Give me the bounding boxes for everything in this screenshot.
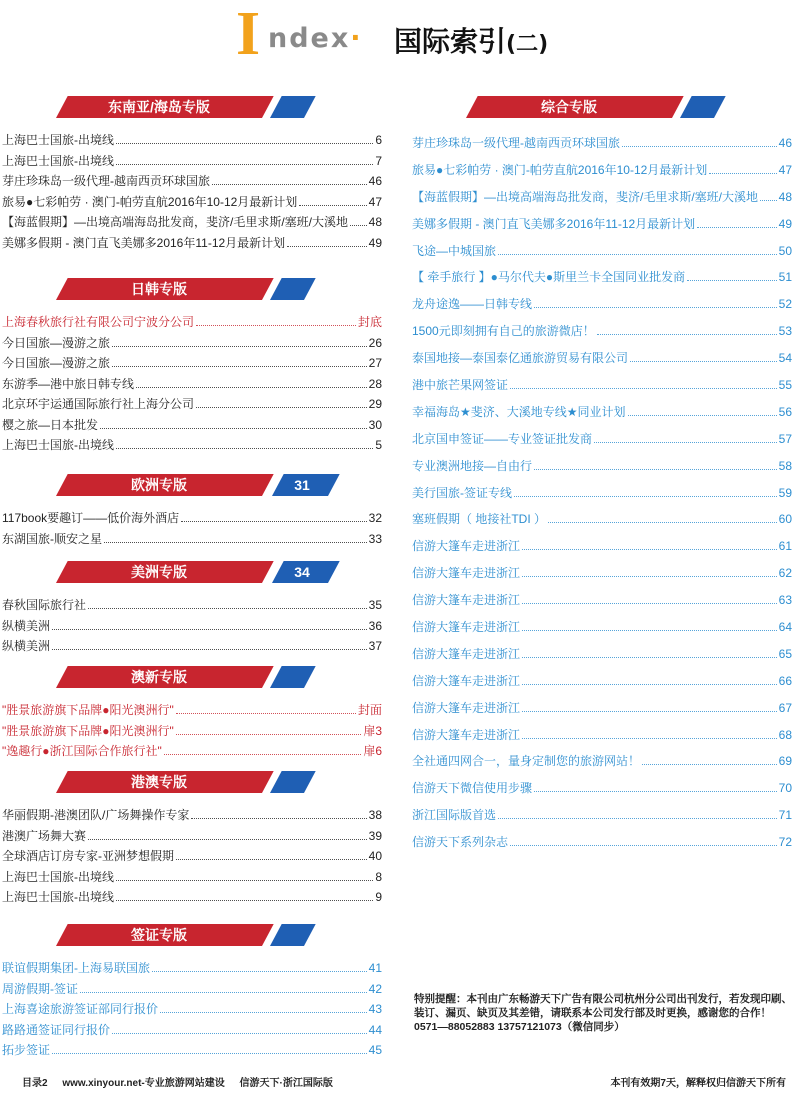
entry-title: 信游大篷车走进浙江 xyxy=(412,539,521,554)
entry-title: 信游天下微信使用步骤 xyxy=(412,781,533,796)
entry-page-number: 7 xyxy=(375,153,382,168)
entry-title: 全社通四网合一，量身定制您的旅游网站！ xyxy=(412,754,641,769)
entry-title: 周游假期-签证 xyxy=(2,981,78,996)
index-entry[interactable] xyxy=(0,152,390,173)
left-section xyxy=(0,278,390,457)
entry-leader-dots xyxy=(136,376,367,388)
entry-leader-dots xyxy=(287,235,366,247)
entry-page-number: 71 xyxy=(778,808,792,823)
banner-blue-block xyxy=(270,924,316,946)
entry-leader-dots xyxy=(112,335,367,347)
index-entry[interactable] xyxy=(0,637,390,658)
index-entry[interactable] xyxy=(410,430,800,457)
entry-leader-dots xyxy=(630,350,777,362)
entry-title: 1500元即刻拥有自己的旅游微店！ xyxy=(412,324,595,339)
index-entry[interactable] xyxy=(410,645,800,672)
entry-leader-dots xyxy=(522,673,777,685)
section-banner xyxy=(466,96,712,118)
index-entry[interactable] xyxy=(410,457,800,484)
footer-brand: 信游天下·浙江国际版 xyxy=(239,1078,333,1089)
entry-title: 东湖国旅-顺安之星 xyxy=(2,531,102,546)
entry-title: 拓步签证 xyxy=(2,1043,51,1057)
entry-page-number: 30 xyxy=(368,417,382,432)
entry-page-number: 44 xyxy=(368,1022,382,1037)
entry-page-number: 29 xyxy=(368,397,382,411)
entry-leader-dots xyxy=(760,189,777,201)
entry-page-number: 55 xyxy=(778,378,792,393)
entry-leader-dots xyxy=(191,807,366,819)
entry-page-number: 40 xyxy=(368,849,382,863)
index-entry[interactable] xyxy=(410,484,800,511)
entry-leader-dots xyxy=(212,173,367,185)
section-title: 综合专版 xyxy=(541,99,597,115)
entry-title: 华丽假期-港澳团队/广场舞操作专家 xyxy=(2,808,190,822)
entry-title: 纵横美洲 xyxy=(2,639,51,653)
entry-leader-dots xyxy=(104,531,367,543)
entry-page-number: 35 xyxy=(368,598,382,612)
entry-title: 信游大篷车走进浙江 xyxy=(412,727,521,742)
entry-page-number: 47 xyxy=(368,194,382,209)
entry-leader-dots xyxy=(164,743,362,755)
index-entry[interactable] xyxy=(0,596,390,617)
entry-title: 信游大篷车走进浙江 xyxy=(412,646,521,661)
index-entry[interactable] xyxy=(0,395,390,416)
index-entry[interactable] xyxy=(0,509,390,530)
entry-page-number: 42 xyxy=(368,981,382,996)
entry-page-number: 47 xyxy=(778,162,792,177)
entry-title: 路路通签证同行报价 xyxy=(2,1022,111,1037)
right-section xyxy=(410,96,800,860)
section-entries xyxy=(0,596,390,658)
entry-leader-dots xyxy=(80,981,367,993)
right-column xyxy=(410,96,800,860)
section-banner xyxy=(56,278,302,300)
section-entries xyxy=(0,131,390,254)
entry-leader-dots xyxy=(196,396,367,408)
entry-title: 上海巴士国旅-出境线 xyxy=(2,438,114,452)
entry-leader-dots xyxy=(534,780,777,792)
page-header xyxy=(0,0,800,68)
entry-leader-dots xyxy=(534,458,777,470)
index-entry[interactable] xyxy=(0,868,390,889)
entry-title: 今日国旅—漫游之旅 xyxy=(2,335,111,350)
index-entry[interactable] xyxy=(0,530,390,551)
entry-leader-dots xyxy=(510,377,777,389)
entry-page-number: 51 xyxy=(778,270,792,285)
index-entry[interactable] xyxy=(410,188,800,215)
entry-page-number: 9 xyxy=(375,890,382,904)
left-section xyxy=(0,96,390,254)
entry-page-number: 26 xyxy=(368,335,382,350)
entry-page-number: 6 xyxy=(375,133,382,147)
entry-page-number: 63 xyxy=(778,593,792,608)
index-entry[interactable] xyxy=(410,618,800,645)
section-banner xyxy=(56,924,302,946)
entry-page-number: 56 xyxy=(778,404,792,419)
notice-text: 特别提醒：本刊由广东畅游天下广告有限公司杭州分公司出刊发行，若发现印刷、装订、漏页、缺页及其差错，请联系本公司发行部及时更换，感谢您的合作！0571—88052883 13757121073（微信同步） xyxy=(414,993,792,1033)
entry-page-number: 扉3 xyxy=(363,723,382,738)
entry-page-number: 5 xyxy=(375,438,382,452)
section-title: 东南亚/海岛专版 xyxy=(108,99,210,115)
entry-page-number: 32 xyxy=(368,511,382,525)
entry-title: 【 牵手旅行 】●马尔代夫●斯里兰卡全国同业批发商 xyxy=(412,270,686,285)
entry-leader-dots xyxy=(350,214,367,226)
entry-title: "逸趣行●浙江国际合作旅行社" xyxy=(2,744,162,758)
entry-title: 【海蓝假期】—出境高端海岛批发商，斐济/毛里求斯/塞班/大溪地 xyxy=(2,215,349,229)
entry-page-number: 60 xyxy=(778,512,792,527)
entry-title: 【海蓝假期】—出境高端海岛批发商，斐济/毛里求斯/塞班/大溪地 xyxy=(412,189,759,204)
left-section xyxy=(0,474,390,550)
index-entry[interactable] xyxy=(410,833,800,860)
index-entry[interactable] xyxy=(410,403,800,430)
index-entry[interactable] xyxy=(0,701,390,722)
entry-leader-dots xyxy=(498,243,777,255)
entry-title: 塞班假期（ 地接社TDI ） xyxy=(412,512,546,527)
footer-left xyxy=(22,1074,345,1089)
index-entry[interactable] xyxy=(410,726,800,753)
index-entry[interactable] xyxy=(410,349,800,376)
entry-leader-dots xyxy=(116,153,373,165)
index-entry[interactable] xyxy=(410,376,800,403)
section-title: 美洲专版 xyxy=(131,564,187,580)
entry-page-number: 72 xyxy=(778,835,792,850)
entry-title: 纵横美洲 xyxy=(2,618,51,633)
section-banner xyxy=(56,96,302,118)
entry-title: 芽庄珍珠岛一级代理-越南西贡环球国旅 xyxy=(2,174,210,188)
entry-title: 飞途—中城国旅 xyxy=(412,243,497,258)
entry-leader-dots xyxy=(687,269,776,281)
entry-leader-dots xyxy=(88,597,367,609)
banner-blue-block xyxy=(270,666,316,688)
entry-title: 联谊假期集团-上海易联国旅 xyxy=(2,961,150,975)
entry-title: 幸福海岛★斐济、大溪地专线★同业计划 xyxy=(412,404,626,419)
entry-title: 美娜多假期 - 澳门直飞美娜多2016年11-12月最新计划 xyxy=(2,235,286,250)
entry-leader-dots xyxy=(116,132,373,144)
entry-title: 上海喜途旅游签证部同行报价 xyxy=(2,1002,159,1016)
index-entry[interactable] xyxy=(0,980,390,1001)
section-entries xyxy=(0,959,390,1062)
entry-title: 樱之旅—日本批发 xyxy=(2,417,99,432)
entry-title: 浙江国际版首选 xyxy=(412,808,497,823)
entry-page-number: 62 xyxy=(778,566,792,581)
entry-page-number: 28 xyxy=(368,376,382,391)
index-entry[interactable] xyxy=(0,131,390,152)
index-entry[interactable] xyxy=(410,295,800,322)
entry-leader-dots xyxy=(709,162,776,174)
index-entry[interactable] xyxy=(0,888,390,909)
entry-title: 旅易●七彩帕劳 · 澳门-帕劳直航2016年10-12月最新计划 xyxy=(412,162,708,177)
banner-blue-block xyxy=(680,96,726,118)
entry-page-number: 58 xyxy=(778,458,792,473)
section-entries xyxy=(0,509,390,550)
entry-leader-dots xyxy=(88,828,367,840)
entry-leader-dots xyxy=(522,538,777,550)
entry-leader-dots xyxy=(594,431,777,443)
entry-title: 117book要趣订——低价海外酒店 xyxy=(2,511,180,525)
section-banner xyxy=(56,666,302,688)
index-entry[interactable] xyxy=(0,172,390,193)
entry-leader-dots xyxy=(196,314,356,326)
entry-title: 上海巴士国旅-出境线 xyxy=(2,133,114,147)
header-big-letter: I xyxy=(236,0,261,68)
index-entry[interactable] xyxy=(410,161,800,188)
banner-blue-block xyxy=(270,96,316,118)
entry-title: "胜景旅游旗下品牌●阳光澳洲行" xyxy=(2,703,174,717)
index-entry[interactable] xyxy=(0,334,390,355)
entry-leader-dots xyxy=(299,194,366,206)
entry-leader-dots xyxy=(176,702,356,714)
entry-title: 上海巴士国旅-出境线 xyxy=(2,153,114,168)
index-entry[interactable] xyxy=(0,617,390,638)
section-page-number: 34 xyxy=(294,564,310,580)
footer-site-link[interactable]: www.xinyour.net-专业旅游网站建设 xyxy=(62,1078,225,1089)
index-entry[interactable] xyxy=(410,242,800,269)
footer-right-note: 本刊有效期7天，解释权归信游天下所有 xyxy=(610,1078,786,1089)
section-entries xyxy=(0,806,390,909)
banner-blue-block xyxy=(270,771,316,793)
index-entry[interactable] xyxy=(0,354,390,375)
index-entry[interactable] xyxy=(0,416,390,437)
entry-leader-dots xyxy=(498,807,777,819)
entry-page-number: 封底 xyxy=(357,315,382,329)
index-entry[interactable] xyxy=(410,564,800,591)
section-title: 日韩专版 xyxy=(131,281,187,297)
entry-page-number: 52 xyxy=(778,297,792,312)
section-title: 签证专版 xyxy=(131,927,187,943)
index-entry[interactable] xyxy=(0,213,390,234)
entry-page-number: 61 xyxy=(778,539,792,554)
entry-page-number: 49 xyxy=(368,235,382,250)
section-banner xyxy=(56,474,310,496)
header-cn-title: 国际索引(二) xyxy=(394,25,549,58)
entry-title: 港中旅芒果网签证 xyxy=(412,378,509,393)
entry-leader-dots xyxy=(160,1001,367,1013)
entry-leader-dots xyxy=(522,619,777,631)
index-entry[interactable] xyxy=(0,375,390,396)
entry-leader-dots xyxy=(52,1042,367,1054)
entry-leader-dots xyxy=(181,510,366,522)
left-section xyxy=(0,924,390,1062)
index-entry[interactable] xyxy=(410,806,800,833)
entry-page-number: 68 xyxy=(778,727,792,742)
index-entry[interactable] xyxy=(0,1041,390,1062)
entry-page-number: 46 xyxy=(778,136,792,150)
index-entry[interactable] xyxy=(0,959,390,980)
entry-page-number: 38 xyxy=(368,808,382,822)
entry-title: 美行国旅-签证专线 xyxy=(412,485,512,500)
entry-title: 美娜多假期 - 澳门直飞美娜多2016年11-12月最新计划 xyxy=(412,216,696,231)
index-entry[interactable] xyxy=(410,322,800,349)
entry-leader-dots xyxy=(116,889,373,901)
entry-page-number: 48 xyxy=(778,189,792,204)
index-entry[interactable] xyxy=(410,537,800,564)
left-section xyxy=(0,771,390,909)
entry-leader-dots xyxy=(522,565,777,577)
entry-leader-dots xyxy=(176,723,362,735)
entry-leader-dots xyxy=(522,592,777,604)
entry-title: 春秋国际旅行社 xyxy=(2,598,87,612)
entry-page-number: 33 xyxy=(368,531,382,546)
entry-page-number: 65 xyxy=(778,646,792,661)
entry-title: "胜景旅游旗下品牌●阳光澳洲行" xyxy=(2,723,174,738)
section-entries xyxy=(410,134,800,860)
section-banner xyxy=(56,771,302,793)
section-entries xyxy=(0,701,390,763)
entry-leader-dots xyxy=(152,960,367,972)
entry-title: 信游大篷车走进浙江 xyxy=(412,700,521,715)
entry-page-number: 53 xyxy=(778,324,792,339)
index-entry[interactable] xyxy=(0,827,390,848)
entry-title: 信游大篷车走进浙江 xyxy=(412,593,521,608)
entry-title: 上海巴士国旅-出境线 xyxy=(2,890,114,904)
entry-title: 上海巴士国旅-出境线 xyxy=(2,869,114,884)
entry-page-number: 27 xyxy=(368,356,382,370)
entry-page-number: 67 xyxy=(778,700,792,715)
index-entry[interactable] xyxy=(410,752,800,779)
footer-page-number: 目录2 xyxy=(22,1078,48,1089)
entry-leader-dots xyxy=(697,216,776,228)
entry-leader-dots xyxy=(628,404,777,416)
entry-page-number: 扉6 xyxy=(363,744,382,758)
section-banner xyxy=(56,561,310,583)
entry-title: 信游大篷车走进浙江 xyxy=(412,620,521,635)
banner-blue-block xyxy=(270,278,316,300)
entry-title: 今日国旅—漫游之旅 xyxy=(2,356,111,370)
entry-page-number: 43 xyxy=(368,1002,382,1016)
entry-leader-dots xyxy=(112,1022,367,1034)
entry-title: 旅易●七彩帕劳 · 澳门-帕劳直航2016年10-12月最新计划 xyxy=(2,194,298,209)
entry-leader-dots xyxy=(534,296,777,308)
entry-title: 信游大篷车走进浙江 xyxy=(412,673,521,688)
entry-page-number: 64 xyxy=(778,620,792,635)
index-entry[interactable] xyxy=(410,779,800,806)
entry-page-number: 46 xyxy=(368,174,382,188)
entry-leader-dots xyxy=(514,485,777,497)
index-entry[interactable] xyxy=(0,742,390,763)
entry-page-number: 41 xyxy=(368,961,382,975)
entry-leader-dots xyxy=(642,753,777,765)
index-entry[interactable] xyxy=(410,510,800,537)
entry-leader-dots xyxy=(176,848,367,860)
index-entry[interactable] xyxy=(410,134,800,161)
index-entry[interactable] xyxy=(0,436,390,457)
index-entry[interactable] xyxy=(410,215,800,242)
entry-title: 港澳广场舞大赛 xyxy=(2,828,87,843)
index-entry[interactable] xyxy=(0,193,390,214)
entry-page-number: 36 xyxy=(368,618,382,633)
index-entry[interactable] xyxy=(0,847,390,868)
section-title: 欧洲专版 xyxy=(131,477,187,493)
index-entry[interactable] xyxy=(410,672,800,699)
index-entry[interactable] xyxy=(410,699,800,726)
index-entry[interactable] xyxy=(410,591,800,618)
entry-page-number: 69 xyxy=(778,754,792,769)
section-entries xyxy=(0,313,390,457)
index-entry[interactable] xyxy=(0,1000,390,1021)
entry-page-number: 66 xyxy=(778,673,792,688)
section-title: 港澳专版 xyxy=(131,774,187,790)
entry-page-number: 8 xyxy=(375,869,382,884)
entry-title: 龙舟途逸——日韩专线 xyxy=(412,297,533,312)
entry-title: 上海春秋旅行社有限公司宁波分公司 xyxy=(2,315,195,329)
entry-page-number: 39 xyxy=(368,828,382,843)
section-title: 澳新专版 xyxy=(131,669,187,685)
index-entry[interactable] xyxy=(0,1021,390,1042)
entry-page-number: 37 xyxy=(368,639,382,653)
entry-leader-dots xyxy=(622,135,777,147)
entry-title: 信游大篷车走进浙江 xyxy=(412,566,521,581)
entry-leader-dots xyxy=(52,638,367,650)
header-index-word: ndex· xyxy=(268,23,363,54)
entry-page-number: 49 xyxy=(778,216,792,231)
index-entry[interactable] xyxy=(0,722,390,743)
entry-leader-dots xyxy=(510,834,777,846)
entry-leader-dots xyxy=(522,646,777,658)
left-section xyxy=(0,561,390,658)
entry-title: 东游季—港中旅日韩专线 xyxy=(2,376,135,391)
entry-title: 北京环宇运通国际旅行社上海分公司 xyxy=(2,397,195,411)
entry-page-number: 50 xyxy=(778,243,792,258)
entry-leader-dots xyxy=(100,417,367,429)
section-page-number: 31 xyxy=(294,477,310,493)
entry-title: 全球酒店订房专家-亚洲梦想假期 xyxy=(2,849,174,863)
index-entry[interactable] xyxy=(0,806,390,827)
entry-title: 信游天下系列杂志 xyxy=(412,835,509,850)
entry-leader-dots xyxy=(52,618,367,630)
index-entry[interactable] xyxy=(0,313,390,334)
entry-title: 北京国申签证——专业签证批发商 xyxy=(412,431,593,446)
entry-leader-dots xyxy=(112,355,367,367)
entry-page-number: 70 xyxy=(778,781,792,796)
entry-leader-dots xyxy=(597,323,777,335)
index-entry[interactable] xyxy=(410,268,800,295)
entry-page-number: 57 xyxy=(778,431,792,446)
left-section xyxy=(0,666,390,763)
entry-title: 泰国地接—泰国泰亿通旅游贸易有限公司 xyxy=(412,351,629,366)
entry-page-number: 48 xyxy=(368,215,382,229)
entry-page-number: 45 xyxy=(368,1043,382,1057)
entry-page-number: 54 xyxy=(778,351,792,366)
entry-title: 专业澳洲地接—自由行 xyxy=(412,458,533,473)
entry-page-number: 59 xyxy=(778,485,792,500)
entry-leader-dots xyxy=(548,511,777,523)
entry-leader-dots xyxy=(522,700,777,712)
entry-leader-dots xyxy=(116,869,373,881)
entry-leader-dots xyxy=(522,727,777,739)
entry-page-number: 封面 xyxy=(357,703,382,717)
index-entry[interactable] xyxy=(0,234,390,255)
entry-title: 芽庄珍珠岛一级代理-越南西贡环球国旅 xyxy=(412,136,620,150)
entry-leader-dots xyxy=(116,437,373,449)
